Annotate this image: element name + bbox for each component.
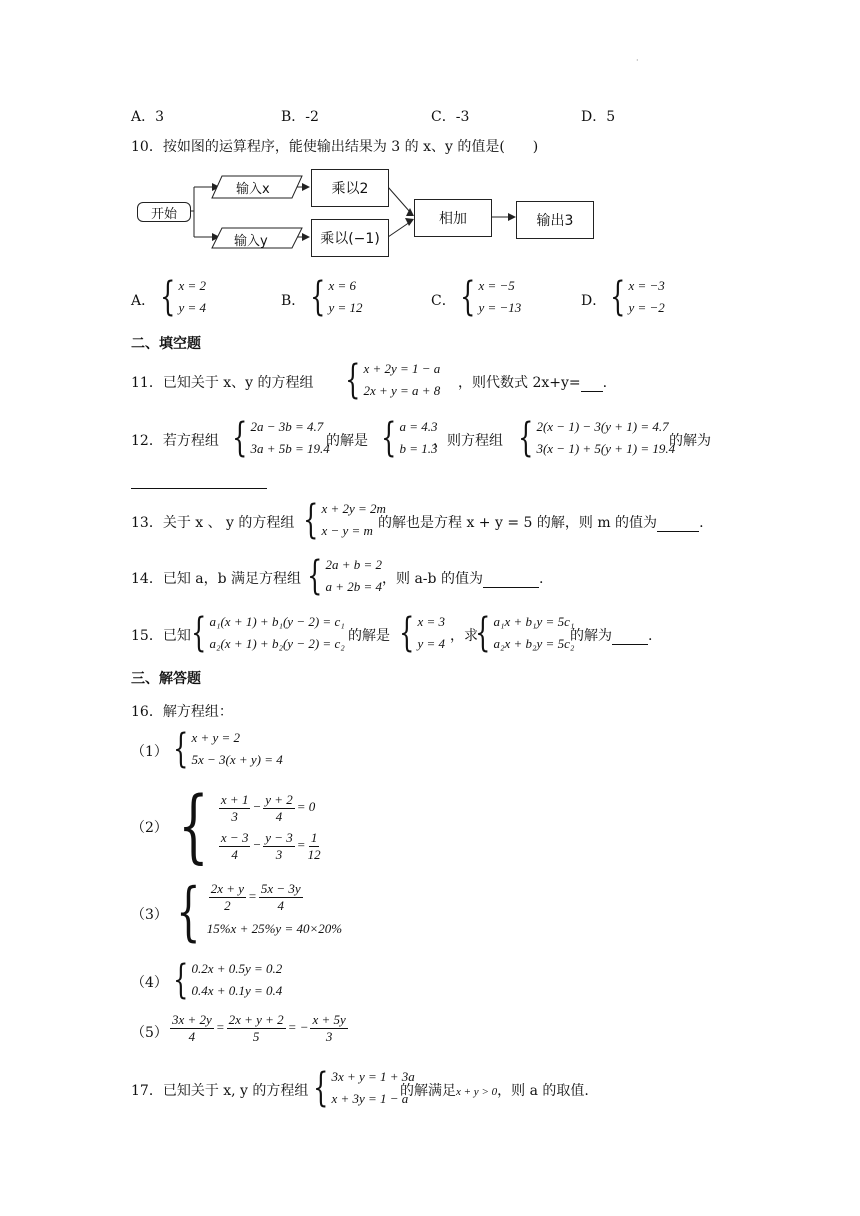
- flow-input-y: 输入y: [234, 234, 268, 249]
- q10-option-b: { x = 6 y = 12: [310, 274, 363, 320]
- q13-answer-blank[interactable]: [657, 517, 699, 532]
- q16-text: 16．解方程组：: [131, 704, 233, 720]
- flow-multiply-neg1: 乘以(−1): [311, 219, 389, 257]
- q9-option-d: D．5: [581, 109, 616, 125]
- q15-system-2: { a₁x + b₁y = 5c₁ a₂x + b₂y = 5c₂: [475, 610, 575, 656]
- q16-p5-label: （5）: [131, 1025, 168, 1041]
- q13-mid: 的解也是方程 x + y = 5 的解，则 m 的值为 .: [378, 515, 704, 531]
- q17-system: { 3x + y = 1 + 3a x + 3y = 1 − a: [313, 1065, 415, 1111]
- q14-system: { 2a + b = 2 a + 2b = 4: [307, 553, 382, 599]
- q9-option-c: C．-3: [431, 109, 470, 125]
- q15-mid: 的解是: [348, 628, 390, 644]
- q17-pre: 17．已知关于 x, y 的方程组: [131, 1083, 309, 1099]
- q16-p3-system: { $\frac{2x + y}{2}$ = $\frac{5x - 3y}{4}$ 15%x + 25%y = 40×20%: [176, 875, 343, 949]
- section-fill-blank-title: 二、填空题: [131, 336, 201, 352]
- q10-option-a: { x = 2 y = 4: [160, 274, 206, 320]
- q10-option-c-label: C．: [431, 293, 456, 309]
- q15-pre: 15．已知: [131, 628, 191, 644]
- page-dot: ·: [636, 56, 639, 65]
- q11-answer-blank[interactable]: [581, 377, 603, 392]
- q12-solution: { a = 4.3 b = 1.3: [381, 415, 438, 461]
- q16-p4-system: { 0.2x + 0.5y = 0.2 0.4x + 0.1y = 0.4: [173, 957, 283, 1003]
- section-solve-title: 三、解答题: [131, 671, 201, 687]
- q10-option-b-label: B．: [281, 293, 306, 309]
- flow-start: 开始: [137, 202, 191, 222]
- q13-system: { x + 2y = 2m x − y = m: [303, 497, 386, 543]
- q16-p5-equation: $\frac{3x + 2y}{4}$ = $\frac{2x + y + 2}{5}$ = − $\frac{x + 5y}{3}$: [172, 1012, 346, 1044]
- flow-add: 相加: [414, 199, 492, 237]
- q12-mid2: ，则方程组: [433, 433, 503, 449]
- q17-mid: 的解满足x + y > 0，则 a 的取值.: [400, 1083, 589, 1099]
- q10-option-d: { x = −3 y = −2: [610, 274, 665, 320]
- q10-option-c: { x = −5 y = −13: [460, 274, 522, 320]
- q15-mid2: ，求: [450, 628, 478, 644]
- q16-p1-system: { x + y = 2 5x − 3(x + y) = 4: [173, 726, 283, 772]
- q12-answer-blank[interactable]: [131, 474, 267, 489]
- q15-post: 的解为 .: [570, 628, 653, 644]
- q15-answer-blank[interactable]: [612, 630, 648, 645]
- q12-system-1: { 2a − 3b = 4.7 3a + 5b = 19.4: [232, 415, 330, 461]
- q14-pre: 14．已知 a，b 满足方程组: [131, 571, 302, 587]
- q16-p2-system: { $\frac{x + 1}{3}$ − $\frac{y + 2}{4}$ = 0 $\frac{x - 3}{4}$ − $\frac{y - 3}{3}$ = $\frac{1}{12}$: [178, 779, 321, 872]
- q16-p4-label: （4）: [131, 975, 168, 991]
- q9-option-b: B．-2: [281, 109, 319, 125]
- q14-answer-blank[interactable]: [483, 573, 539, 588]
- q9-option-a: A．3: [131, 109, 165, 125]
- q10-option-d-label: D．: [581, 293, 607, 309]
- flow-multiply-2: 乘以2: [311, 169, 389, 207]
- q12-system-2: { 2(x − 1) − 3(y + 1) = 4.7 3(x − 1) + 5(y + 1) = 19.4: [518, 415, 676, 461]
- flow-input-x: 输入x: [236, 182, 270, 197]
- q13-pre: 13．关于 x 、 y 的方程组: [131, 515, 295, 531]
- q15-solution: { x = 3 y = 4: [399, 610, 445, 656]
- q14-post: ，则 a-b 的值为 .: [382, 571, 544, 587]
- q11-post: ，则代数式 2x+y= .: [458, 375, 608, 391]
- q12-post: 的解为: [669, 433, 711, 449]
- q16-p2-label: （2）: [131, 820, 168, 836]
- flow-output: 输出3: [516, 201, 594, 239]
- q16-p3-label: （3）: [131, 907, 168, 923]
- q11-system: { x + 2y = 1 − a 2x + y = a + 8: [345, 357, 441, 403]
- q15-system-1: { a₁(x + 1) + b₁(y − 2) = c₁ a₂(x + 1) + b₂(y − 2) = c₂: [191, 610, 345, 656]
- q11-pre: 11．已知关于 x、y 的方程组: [131, 375, 314, 391]
- flowchart-connectors: [0, 0, 860, 280]
- q10-text: 10．按如图的运算程序，能使输出结果为 3 的 x、y 的值是( ): [131, 139, 539, 155]
- q10-option-a-label: A．: [131, 293, 156, 309]
- q12-mid: 的解是: [326, 433, 368, 449]
- q12-pre: 12．若方程组: [131, 433, 219, 449]
- q16-p1-label: （1）: [131, 744, 168, 760]
